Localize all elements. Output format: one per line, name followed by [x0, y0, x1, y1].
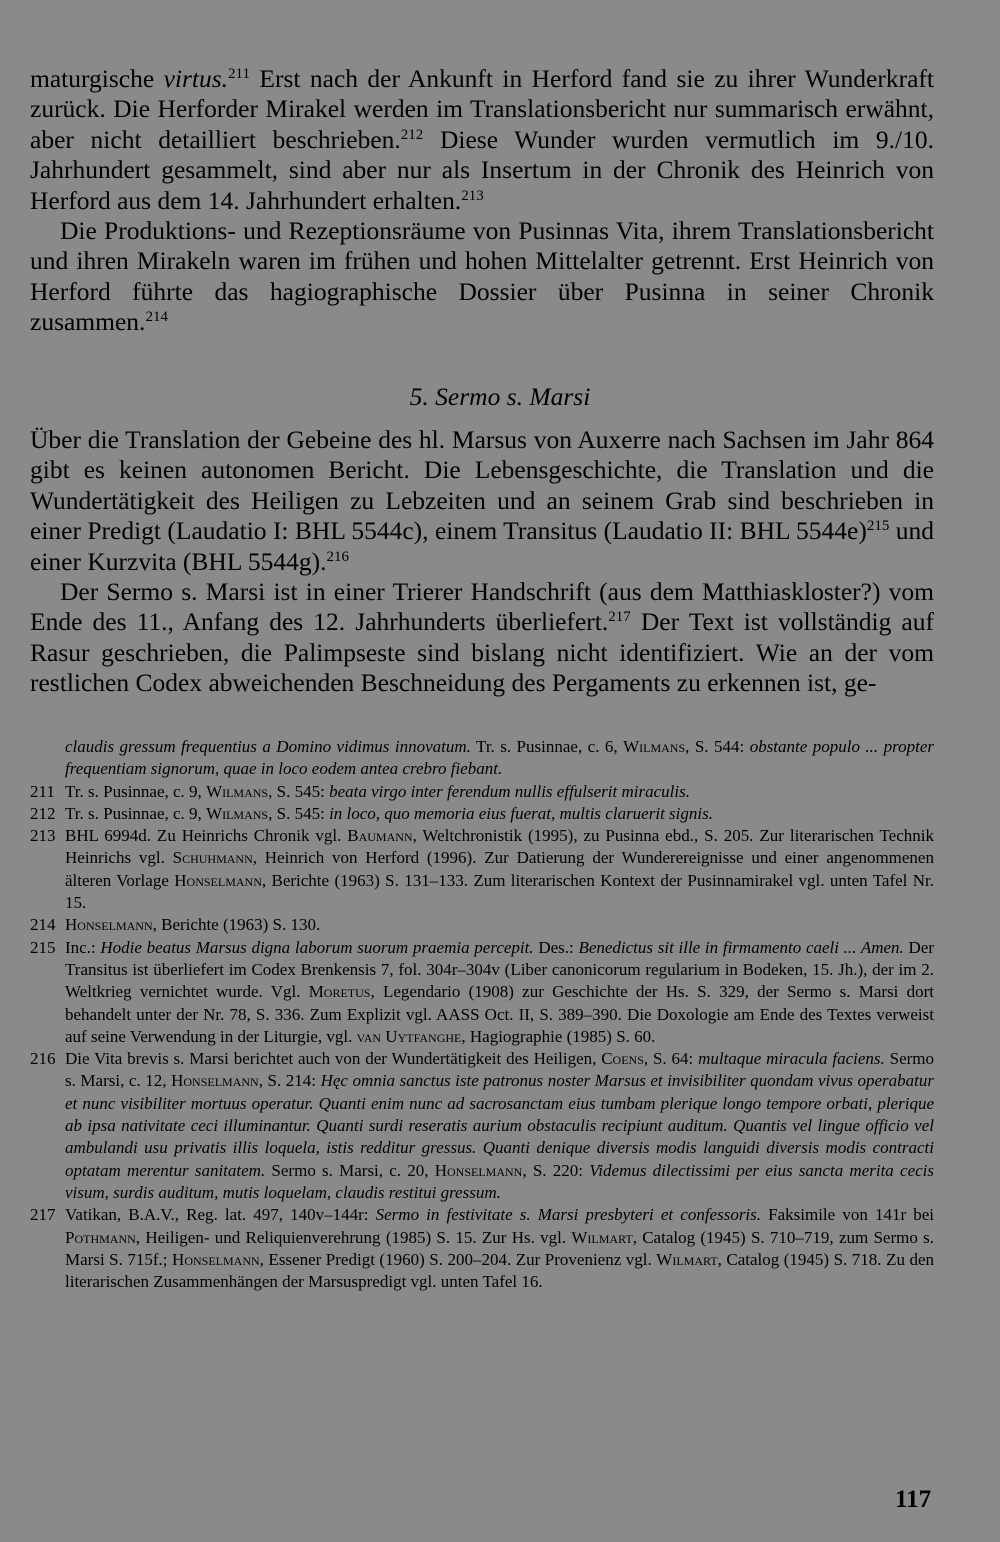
text-run: Die Vita brevis s. Marsi berichtet auch von der Wundertätigkeit des Heiligen,: [65, 1049, 602, 1069]
text-run: , S. 214:: [258, 1071, 321, 1091]
author-name: Wilmans: [206, 803, 269, 823]
text-run: , Catalog (1945) S. 710–719, zum Sermo s. Marsi S. 715f.;: [65, 1227, 934, 1269]
author-name: Schuhmann: [172, 848, 253, 868]
footnote-ref-212[interactable]: 212: [400, 126, 424, 143]
quote: multaque miracula faciens.: [698, 1049, 885, 1069]
footnote-ref-217[interactable]: 217: [608, 609, 631, 626]
author-name: Baumann: [347, 826, 413, 846]
footnote-217: [30, 1204, 934, 1293]
text-run: Tr. s. Pusinnae, c. 9,: [65, 803, 207, 823]
footnote-number: 216: [30, 1049, 56, 1069]
text-run: , Berichte (1963) S. 130.: [152, 915, 321, 935]
text-run: und einer Kurzvita (BHL 5544g).: [30, 516, 934, 576]
text-run: , S. 545:: [268, 803, 330, 823]
author-name: Honselmann: [434, 1160, 523, 1180]
paragraph-4: [30, 577, 934, 699]
text-run: maturgische: [30, 64, 164, 93]
text-run: Faksimile von 141r bei: [761, 1205, 934, 1225]
author-name: Honselmann: [171, 1071, 259, 1091]
text-run: Vatikan, B.A.V., Reg. lat. 497, 140v–144r:: [65, 1205, 376, 1225]
footnote-ref-211[interactable]: 211: [228, 66, 250, 82]
page-number: 117: [895, 1486, 932, 1513]
text-run: , Berichte (1963) S. 131–133. Zum literarischen Kontext der Pusinnamirakel vgl. unten Tafel Nr. 15.: [65, 870, 935, 913]
footnote-ref-215[interactable]: 215: [866, 518, 890, 535]
quote: obstante populo ... propter frequentiam signorum, quae in loco eodem antea crebro fiebant.: [65, 737, 934, 779]
quote: in loco, quo memoria eius fuerat, multis claruerit signis.: [329, 803, 713, 823]
author-name: van Uytfanghe: [356, 1026, 462, 1046]
quote: Hodie beatus Marsus digna laborum suorum praemia percepit.: [100, 937, 534, 957]
footnote-213: [30, 825, 934, 914]
author-name: Wilmart: [656, 1249, 718, 1269]
footnote-number: 213: [30, 826, 56, 846]
footnote-215: [30, 937, 934, 1048]
footnote-212: [30, 803, 934, 825]
text-run: , Essener Predigt (1960) S. 200–204. Zur Provenienz vgl.: [259, 1249, 657, 1269]
text-run: Der Transitus ist überliefert im Codex Brenkensis 7, fol. 304r–304v (Liber canonicorum regularium in Bodeken, 15. Jh.), der im 2. Weltkrieg vernichtet wurde. Vgl.: [65, 937, 934, 1002]
footnote-ref-214[interactable]: 214: [145, 309, 168, 326]
text-run: Sermo s. Marsi, c. 20,: [265, 1160, 435, 1180]
text-run: Erst nach der Ankunft in Herford fand sie zu ihrer Wunderkraft zurück. Die Herforder Mirakel werden im Translationsbericht nur summarisch erwähnt, aber nicht detailliert beschrieben.: [30, 64, 934, 154]
author-name: Honselmann: [174, 870, 262, 890]
footnote-continuation: [30, 736, 934, 781]
text-run: Tr. s. Pusinnae, c. 9,: [65, 781, 207, 801]
footnote-number: 211: [30, 781, 55, 801]
text-run: Diese Wunder wurden vermutlich im 9./10. Jahrhundert gesammelt, sind aber nur als Insertum in der Chronik des Heinrich von Herford aus dem 14. Jahrhundert erhalten.: [30, 124, 935, 215]
text-run: Des.:: [533, 937, 579, 957]
text-run: Der Sermo s. Marsi ist in einer Trierer Handschrift (aus dem Matthiaskloster?) vom Ende des 11., Anfang des 12. Jahrhunderts überliefert.: [30, 577, 934, 637]
quote: Hęc omnia sanctus iste patronus noster Marsus et invisibiliter quondam vivus operabatur et nunc visibiliter mortuus operatur. Quanti enim nunc ad sacrosanctam eius tumbam plerique longo tempore orbati, plerique ab ipsa nativitate ceci illuminantur. Quanti surdi reseratis aurium obstaculis recipiunt auditum. Quantis vel lingue officio vel ambulandi usu privatis illis loquela, istis redditur gressus. Quanti denique diversis modis languidi diversis modis contracti optatam merentur sanitatem.: [65, 1071, 935, 1180]
author-name: Coens: [601, 1049, 644, 1069]
author-name: Honselmann: [65, 915, 153, 935]
quote: beata virgo inter ferendum nullis effulserit miraculis.: [329, 781, 690, 801]
author-name: Wilmans: [623, 737, 686, 756]
quote: Videmus dilectissimi per eius sancta merita cecis visum, surdis auditum, mutis loquelam, claudis restitui gressum.: [65, 1160, 934, 1202]
author-name: Wilmans: [206, 781, 269, 801]
quote: Sermo in festivitate s. Marsi presbyteri et confessoris.: [375, 1205, 762, 1225]
footnote-number: 212: [30, 803, 56, 823]
text-run: Der Text ist vollständig auf Rasur geschrieben, die Palimpseste sind bislang nicht identifiziert. Wie an der vom restlichen Codex abweichenden Beschneidung des Pergaments zu erkennen ist, ge-: [30, 607, 934, 698]
section-text-block: [30, 425, 934, 699]
text-run: BHL 6994d. Zu Heinrichs Chronik vgl.: [65, 826, 348, 846]
paragraph-3: [30, 425, 934, 577]
text-run: Sermo s. Marsi, c. 12,: [65, 1049, 934, 1091]
paragraph-1: [30, 64, 934, 216]
footnote-216: [30, 1048, 934, 1204]
text-run: Inc.:: [65, 937, 101, 957]
text-run: , S. 545:: [268, 781, 330, 801]
footnote-number: 214: [30, 915, 56, 935]
text-run: Tr. s. Pusinnae, c. 6,: [470, 737, 624, 756]
footnotes: [30, 736, 934, 1293]
text-run: , S. 64:: [643, 1049, 699, 1069]
text-run: , Heiligen- und Reliquienverehrung (1985) S. 15. Zur Hs. vgl.: [135, 1227, 572, 1247]
text-run: Über die Translation der Gebeine des hl. Marsus von Auxerre nach Sachsen im Jahr 864 gibt es keinen autonomen Bericht. Die Lebensgeschichte, die Translation und die Wundertätigkeit des Heiligen zu Lebzeiten und an seinem Grab sind beschrieben in einer Predigt (Laudatio I: BHL 5544c), einem Transitus (Laudatio II: BHL 5544e): [30, 425, 934, 546]
footnote-211: [30, 781, 934, 803]
text-run: , Catalog (1945) S. 718. Zu den literarischen Zusammenhängen der Marsuspredigt vgl. unten Tafel 16.: [65, 1249, 935, 1292]
footnote-214: [30, 914, 934, 936]
text-run: , Legendario (1908) zur Geschichte der Hs. S. 329, der Sermo s. Marsi dort behandelt unter der Nr. 78, S. 336. Zum Explizit vgl. AASS Oct. II, S. 389–390. Die Doxologie am Ende des Textes verweist auf seine Verwendung in der Liturgie, vgl.: [65, 982, 935, 1046]
text-run: , S. 220:: [522, 1160, 590, 1180]
footnote-ref-216[interactable]: 216: [326, 548, 349, 565]
text-run: , S. 544:: [685, 737, 750, 756]
footnote-number: 217: [30, 1205, 56, 1225]
section-heading: 5. Sermo s. Marsi: [409, 382, 591, 411]
quote: claudis gressum frequentius a Domino vidimus innovatum.: [65, 737, 471, 756]
footnote-number: 215: [30, 937, 56, 957]
text-run: Die Produktions- und Rezeptionsräume von Pusinnas Vita, ihrem Translationsbericht und ihren Mirakeln waren im frühen und hohen Mittelalter getrennt. Erst Heinrich von Herford führte das hagiographische Dossier über Pusinna in seiner Chronik zusammen.: [30, 216, 934, 337]
italic-term: virtus.: [163, 64, 229, 93]
main-text-block: [30, 64, 934, 338]
author-name: Wilmart: [571, 1227, 633, 1247]
author-name: Honselmann: [172, 1249, 260, 1269]
text-run: , Hagiographie (1985) S. 60.: [461, 1026, 656, 1046]
text-run: , Heinrich von Herford (1996). Zur Datierung der Wunderereignisse und einer angenommenen älteren Vorlage: [65, 848, 934, 890]
author-name: Pothmann: [65, 1227, 136, 1247]
paragraph-2: [30, 216, 934, 338]
footnote-ref-213[interactable]: 213: [461, 187, 484, 204]
text-run: , Weltchronistik (1995), zu Pusinna ebd., S. 205. Zur literarischen Technik Heinrichs vgl.: [65, 826, 934, 868]
quote: Benedictus sit ille in firmamento caeli ... Amen.: [578, 937, 904, 957]
author-name: Moretus: [308, 982, 371, 1002]
